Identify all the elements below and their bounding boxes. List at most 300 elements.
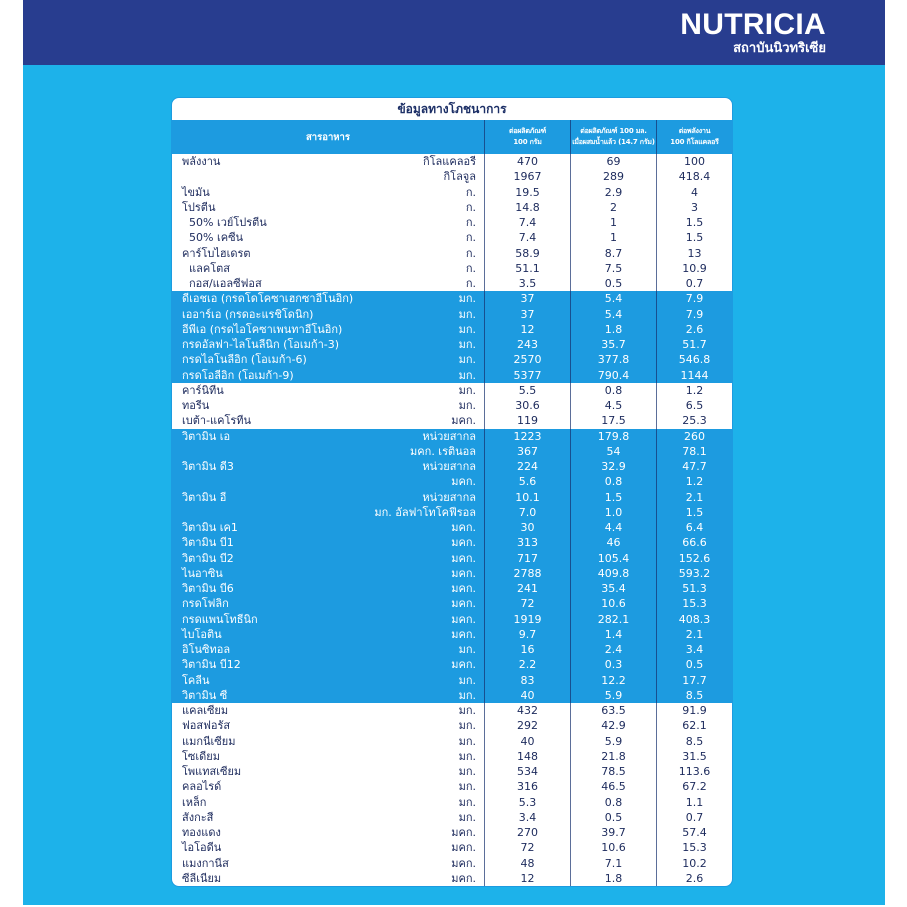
nutrient-name: ไบโอติน — [182, 627, 222, 641]
value-per-100g: 7.4 — [484, 230, 570, 245]
nutrient-cell — [172, 200, 484, 215]
value-per-100g: 717 — [484, 551, 570, 566]
nutrient-unit: มคก. — [451, 582, 476, 595]
nutrient-unit: มก. — [458, 734, 476, 748]
nutrient-unit: มก. — [458, 795, 476, 809]
value-per-100kcal: 8.5 — [656, 688, 732, 703]
value-per-100ml: 10.6 — [570, 840, 656, 855]
nutrient-name: กรดโฟลิก — [182, 597, 229, 611]
value-per-100ml: 1.8 — [570, 871, 656, 886]
value-per-100kcal: 0.7 — [656, 810, 732, 825]
table-row — [172, 825, 732, 840]
value-per-100kcal: 1.5 — [656, 505, 732, 520]
nutrient-cell — [172, 276, 484, 291]
nutrient-cell — [172, 703, 484, 718]
value-per-100g: 1223 — [484, 429, 570, 444]
nutrient-unit: มก. — [458, 338, 476, 351]
nutricia-logo — [680, 9, 826, 57]
value-per-100kcal: 31.5 — [656, 749, 732, 764]
nutrient-name: วิตามิน ซี — [182, 688, 228, 702]
table-row — [172, 307, 732, 322]
nutrient-name: วิตามิน อี — [182, 490, 227, 504]
nutrient-cell — [172, 154, 484, 169]
value-per-100g: 72 — [484, 840, 570, 855]
nutrient-unit: มก. — [458, 368, 476, 382]
nutrient-unit: มก. — [458, 688, 476, 702]
value-per-100ml: 12.2 — [570, 673, 656, 688]
value-per-100kcal: 260 — [656, 429, 732, 444]
value-per-100kcal: 1.2 — [656, 474, 732, 489]
table-row — [172, 703, 732, 718]
nutrient-name: ไนอาซิน — [182, 566, 223, 580]
nutrient-name: โคลีน — [182, 673, 210, 687]
nutrient-cell — [172, 764, 484, 779]
value-per-100kcal: 408.3 — [656, 612, 732, 627]
nutrient-cell — [172, 291, 484, 306]
table-row — [172, 154, 732, 169]
table-row — [172, 352, 732, 367]
nutrient-name: แคลเซียม — [182, 704, 229, 717]
table-row — [172, 688, 732, 703]
value-per-100ml: 32.9 — [570, 459, 656, 474]
value-per-100g: 14.8 — [484, 200, 570, 215]
value-per-100ml: 35.7 — [570, 337, 656, 352]
value-per-100kcal: 51.3 — [656, 581, 732, 596]
table-row — [172, 810, 732, 825]
nutrient-name: โซเดียม — [182, 749, 220, 763]
nutrient-unit: มก. — [458, 780, 476, 794]
nutrient-unit: มก. — [458, 292, 476, 306]
header-per-100kcal-line1: ต่อพลังงาน — [678, 127, 711, 135]
nutrient-name: ซีลีเนียม — [182, 871, 222, 885]
nutrient-unit: มคก. เรตินอล — [410, 444, 476, 458]
value-per-100g: 3.4 — [484, 810, 570, 825]
nutrient-name: สังกะสี — [182, 810, 214, 824]
nutrient-unit: ก. — [465, 261, 476, 275]
nutrient-cell — [172, 307, 484, 322]
value-per-100kcal: 62.1 — [656, 718, 732, 733]
nutrient-cell — [172, 581, 484, 596]
plain-section — [172, 703, 732, 886]
nutrient-cell — [172, 825, 484, 840]
value-per-100kcal: 1144 — [656, 368, 732, 383]
table-body — [172, 154, 732, 886]
nutrient-cell — [172, 612, 484, 627]
table-row — [172, 642, 732, 657]
nutrient-unit: มคก. — [451, 826, 476, 839]
value-per-100g: 7.0 — [484, 505, 570, 520]
nutrient-name: กอส/แอลซีฟอส — [189, 277, 262, 290]
nutrient-unit: มคก. — [451, 597, 476, 611]
nutrient-name: 50% เวย์โปรตีน — [189, 216, 267, 229]
nutrient-cell — [172, 779, 484, 794]
nutrient-cell — [172, 657, 484, 672]
value-per-100kcal: 2.6 — [656, 871, 732, 886]
value-per-100g: 367 — [484, 444, 570, 459]
table-row — [172, 429, 732, 444]
value-per-100g: 72 — [484, 596, 570, 611]
table-row — [172, 856, 732, 871]
nutrient-cell — [172, 413, 484, 428]
nutrient-cell — [172, 810, 484, 825]
nutrient-cell — [172, 169, 484, 184]
header-nutrient: สารอาหาร — [306, 131, 350, 143]
nutrient-unit: มคก. — [451, 521, 476, 534]
value-per-100kcal: 2.1 — [656, 627, 732, 642]
value-per-100ml: 1.0 — [570, 505, 656, 520]
nutrient-unit: ก. — [465, 200, 476, 214]
value-per-100kcal: 0.5 — [656, 657, 732, 672]
nutrient-unit: มก. — [458, 353, 476, 367]
value-per-100g: 5.5 — [484, 383, 570, 398]
value-per-100ml: 1.5 — [570, 490, 656, 505]
value-per-100g: 243 — [484, 337, 570, 352]
table-row — [172, 230, 732, 245]
header-per-100ml — [570, 120, 656, 154]
value-per-100ml: 78.5 — [570, 764, 656, 779]
value-per-100kcal: 78.1 — [656, 444, 732, 459]
table-header — [172, 120, 732, 154]
value-per-100kcal: 10.2 — [656, 856, 732, 871]
value-per-100kcal: 17.7 — [656, 673, 732, 688]
value-per-100g: 9.7 — [484, 627, 570, 642]
highlighted-section — [172, 291, 732, 383]
value-per-100ml: 46 — [570, 535, 656, 550]
nutrient-unit: มคก. — [451, 536, 476, 550]
nutrient-name: คาร์โบไฮเดรต — [182, 246, 251, 260]
nutrient-name: ทองแดง — [182, 826, 221, 839]
value-per-100kcal: 15.3 — [656, 840, 732, 855]
table-row — [172, 276, 732, 291]
header-per-100g-line1: ต่อผลิตภัณฑ์ — [508, 127, 546, 135]
value-per-100g: 5.3 — [484, 795, 570, 810]
table-row — [172, 673, 732, 688]
value-per-100g: 12 — [484, 322, 570, 337]
value-per-100ml: 1 — [570, 215, 656, 230]
nutrient-cell — [172, 642, 484, 657]
value-per-100kcal: 13 — [656, 246, 732, 261]
value-per-100g: 30 — [484, 520, 570, 535]
table-row — [172, 535, 732, 550]
value-per-100ml: 5.4 — [570, 307, 656, 322]
plain-section — [172, 154, 732, 291]
value-per-100kcal: 66.6 — [656, 535, 732, 550]
nutrient-name: อิโนซิทอล — [182, 643, 231, 656]
value-per-100ml: 5.4 — [570, 291, 656, 306]
nutrient-unit: ก. — [465, 277, 476, 290]
nutrient-cell — [172, 459, 484, 474]
nutrient-name: กรดโอลีอิก (โอเมก้า-9) — [182, 368, 294, 382]
nutrient-unit: ก. — [465, 185, 476, 199]
nutrient-name: เออาร์เอ (กรดอะแรชิโดนิก) — [182, 307, 314, 321]
value-per-100ml: 8.7 — [570, 246, 656, 261]
nutrient-cell — [172, 246, 484, 261]
nutrient-name: กรดไลโนลีอิก (โอเมก้า-6) — [182, 353, 307, 367]
table-row — [172, 337, 732, 352]
table-row — [172, 749, 732, 764]
value-per-100ml: 39.7 — [570, 825, 656, 840]
nutrient-name: อีพีเอ (กรดไอโคซาเพนทาอีโนอิก) — [182, 322, 343, 336]
value-per-100ml: 2 — [570, 200, 656, 215]
header-per-100kcal-line2: 100 กิโลแคลอรี — [670, 138, 719, 146]
nutrient-cell — [172, 840, 484, 855]
value-per-100g: 58.9 — [484, 246, 570, 261]
nutrient-unit: มก. — [458, 673, 476, 687]
value-per-100ml: 4.5 — [570, 398, 656, 413]
value-per-100g: 5.6 — [484, 474, 570, 489]
value-per-100kcal: 91.9 — [656, 703, 732, 718]
value-per-100ml: 377.8 — [570, 352, 656, 367]
nutrient-unit: กิโลแคลอรี — [422, 155, 476, 168]
table-row — [172, 520, 732, 535]
nutrient-cell — [172, 566, 484, 581]
nutrient-name: ฟอสฟอรัส — [182, 719, 231, 733]
nutrient-name: วิตามิน บี12 — [182, 658, 241, 672]
table-row — [172, 718, 732, 733]
nutrient-cell — [172, 230, 484, 245]
table-row — [172, 566, 732, 581]
nutrient-unit: มก. — [458, 307, 476, 321]
value-per-100g: 1967 — [484, 169, 570, 184]
nutrient-cell — [172, 505, 484, 520]
value-per-100ml: 5.9 — [570, 734, 656, 749]
nutrient-name: วิตามิน บี6 — [182, 582, 234, 595]
nutrient-cell — [172, 718, 484, 733]
nutrient-unit: มคก. — [451, 551, 476, 565]
table-row — [172, 581, 732, 596]
value-per-100g: 534 — [484, 764, 570, 779]
nutrient-unit: มก. — [458, 322, 476, 336]
value-per-100kcal: 10.9 — [656, 261, 732, 276]
table-row — [172, 383, 732, 398]
value-per-100kcal: 593.2 — [656, 566, 732, 581]
nutrient-unit: มคก. — [451, 841, 476, 855]
value-per-100ml: 2.9 — [570, 185, 656, 200]
nutrient-unit: มก. — [458, 383, 476, 397]
nutrient-cell — [172, 261, 484, 276]
nutrient-name: แมงกานีส — [182, 856, 229, 870]
nutrient-cell — [172, 688, 484, 703]
nutrient-name: คลอไรด์ — [182, 780, 222, 794]
value-per-100g: 270 — [484, 825, 570, 840]
nutrient-cell — [172, 856, 484, 871]
value-per-100kcal: 1.5 — [656, 215, 732, 230]
nutrient-cell — [172, 322, 484, 337]
nutrient-unit: ก. — [465, 231, 476, 245]
value-per-100ml: 63.5 — [570, 703, 656, 718]
value-per-100g: 7.4 — [484, 215, 570, 230]
table-row — [172, 246, 732, 261]
value-per-100g: 2570 — [484, 352, 570, 367]
value-per-100g: 224 — [484, 459, 570, 474]
value-per-100ml: 0.8 — [570, 795, 656, 810]
table-row — [172, 596, 732, 611]
header-per-100ml-line1: ต่อผลิตภัณฑ์ 100 มล. — [580, 127, 647, 135]
table-row — [172, 322, 732, 337]
table-row — [172, 627, 732, 642]
nutrient-name: วิตามิน เอ — [182, 429, 231, 443]
value-per-100g: 470 — [484, 154, 570, 169]
nutrient-name: แมกนีเซียม — [182, 734, 236, 748]
value-per-100ml: 105.4 — [570, 551, 656, 566]
value-per-100g: 292 — [484, 718, 570, 733]
value-per-100ml: 1.4 — [570, 627, 656, 642]
nutrient-name: วิตามิน บี1 — [182, 536, 234, 550]
nutrient-cell — [172, 871, 484, 886]
nutrient-name: ทอรีน — [182, 399, 210, 412]
nutrient-unit: หน่วยสากล — [422, 460, 476, 473]
nutrient-cell — [172, 627, 484, 642]
nutrient-name: วิตามิน บี2 — [182, 551, 234, 565]
value-per-100ml: 46.5 — [570, 779, 656, 794]
table-row — [172, 764, 732, 779]
table-row — [172, 551, 732, 566]
value-per-100g: 241 — [484, 581, 570, 596]
nutrition-table — [171, 97, 733, 887]
value-per-100kcal: 4 — [656, 185, 732, 200]
value-per-100kcal: 1.5 — [656, 230, 732, 245]
value-per-100ml: 409.8 — [570, 566, 656, 581]
nutrient-unit: มคก. — [451, 658, 476, 672]
value-per-100ml: 7.5 — [570, 261, 656, 276]
plain-section — [172, 383, 732, 429]
nutrient-unit: มก. — [458, 810, 476, 824]
value-per-100ml: 54 — [570, 444, 656, 459]
value-per-100g: 148 — [484, 749, 570, 764]
nutrient-name: เหล็ก — [182, 795, 207, 809]
nutrient-unit: กิโลจูล — [443, 170, 476, 184]
nutrient-cell — [172, 734, 484, 749]
nutrient-unit: มคก. — [451, 871, 476, 885]
nutrient-unit: มก. — [458, 765, 476, 778]
value-per-100ml: 1.8 — [570, 322, 656, 337]
value-per-100kcal: 3 — [656, 200, 732, 215]
value-per-100kcal: 7.9 — [656, 291, 732, 306]
nutrient-unit: มคก. — [451, 566, 476, 580]
nutrient-unit: หน่วยสากล — [422, 429, 476, 443]
value-per-100kcal: 1.1 — [656, 795, 732, 810]
nutrient-cell — [172, 535, 484, 550]
value-per-100ml: 2.4 — [570, 642, 656, 657]
value-per-100kcal: 3.4 — [656, 642, 732, 657]
nutrient-cell — [172, 383, 484, 398]
table-row — [172, 734, 732, 749]
table-row — [172, 169, 732, 184]
value-per-100kcal: 6.4 — [656, 520, 732, 535]
nutrient-cell — [172, 673, 484, 688]
table-row — [172, 291, 732, 306]
nutrient-cell — [172, 215, 484, 230]
value-per-100kcal: 1.2 — [656, 383, 732, 398]
value-per-100ml: 42.9 — [570, 718, 656, 733]
value-per-100g: 30.6 — [484, 398, 570, 413]
value-per-100g: 2788 — [484, 566, 570, 581]
table-row — [172, 779, 732, 794]
header-per-100g-line2: 100 กรัม — [513, 138, 542, 146]
nutrient-name: 50% เคซีน — [189, 231, 244, 245]
nutrient-unit: มก. — [458, 399, 476, 412]
table-row — [172, 840, 732, 855]
table-row — [172, 459, 732, 474]
nutrient-name: วิตามิน เค1 — [182, 521, 238, 534]
table-title: ข้อมูลทางโภชนาการ — [397, 102, 507, 116]
nutrient-name: พลังงาน — [182, 155, 221, 168]
nutrient-unit: มก. — [458, 643, 476, 656]
value-per-100g: 1919 — [484, 612, 570, 627]
value-per-100kcal: 418.4 — [656, 169, 732, 184]
nutrient-cell — [172, 398, 484, 413]
value-per-100kcal: 546.8 — [656, 352, 732, 367]
table-row — [172, 474, 732, 489]
nutrient-name: ดีเอชเอ (กรดโดโคซาเฮกซาอีโนอิก) — [182, 292, 354, 306]
value-per-100ml: 289 — [570, 169, 656, 184]
value-per-100kcal: 113.6 — [656, 764, 732, 779]
value-per-100kcal: 2.1 — [656, 490, 732, 505]
value-per-100kcal: 51.7 — [656, 337, 732, 352]
value-per-100g: 40 — [484, 688, 570, 703]
highlighted-section — [172, 429, 732, 704]
value-per-100kcal: 7.9 — [656, 307, 732, 322]
value-per-100g: 48 — [484, 856, 570, 871]
nutrient-unit: มก. อัลฟาโทโคฟีรอล — [374, 505, 476, 519]
nutrient-cell — [172, 596, 484, 611]
nutrient-cell — [172, 352, 484, 367]
value-per-100ml: 179.8 — [570, 429, 656, 444]
value-per-100g: 313 — [484, 535, 570, 550]
table-row — [172, 200, 732, 215]
nutrient-unit: มคก. — [451, 856, 476, 870]
value-per-100g: 432 — [484, 703, 570, 718]
table-row — [172, 368, 732, 383]
value-per-100g: 5377 — [484, 368, 570, 383]
nutrient-cell — [172, 520, 484, 535]
value-per-100g: 316 — [484, 779, 570, 794]
nutrient-name: วิตามิน ดี3 — [182, 460, 234, 473]
value-per-100kcal: 15.3 — [656, 596, 732, 611]
table-row — [172, 795, 732, 810]
value-per-100kcal: 67.2 — [656, 779, 732, 794]
header-per-100kcal — [656, 120, 732, 154]
brand-name: NUTRICIA — [680, 8, 826, 41]
nutrient-unit: มคก. — [451, 414, 476, 428]
nutrient-unit: มก. — [458, 749, 476, 763]
value-per-100g: 83 — [484, 673, 570, 688]
value-per-100ml: 10.6 — [570, 596, 656, 611]
value-per-100kcal: 57.4 — [656, 825, 732, 840]
nutrient-cell — [172, 474, 484, 489]
nutrient-name: แลคโตส — [189, 261, 230, 275]
value-per-100g: 37 — [484, 307, 570, 322]
nutrient-cell — [172, 368, 484, 383]
value-per-100g: 119 — [484, 413, 570, 428]
value-per-100g: 40 — [484, 734, 570, 749]
table-row — [172, 490, 732, 505]
value-per-100g: 10.1 — [484, 490, 570, 505]
value-per-100kcal: 47.7 — [656, 459, 732, 474]
value-per-100kcal: 2.6 — [656, 322, 732, 337]
nutrient-name: คาร์นิทีน — [182, 383, 224, 397]
value-per-100ml: 17.5 — [570, 413, 656, 428]
nutrient-unit: ก. — [465, 246, 476, 260]
value-per-100ml: 0.3 — [570, 657, 656, 672]
nutrient-unit: มคก. — [451, 627, 476, 641]
brand-header-bar — [23, 0, 885, 65]
nutrient-cell — [172, 429, 484, 444]
table-row — [172, 612, 732, 627]
value-per-100kcal: 6.5 — [656, 398, 732, 413]
table-row — [172, 398, 732, 413]
nutrient-name: กรดอัลฟา-ไลโนลีนิก (โอเมก้า-3) — [182, 338, 340, 351]
